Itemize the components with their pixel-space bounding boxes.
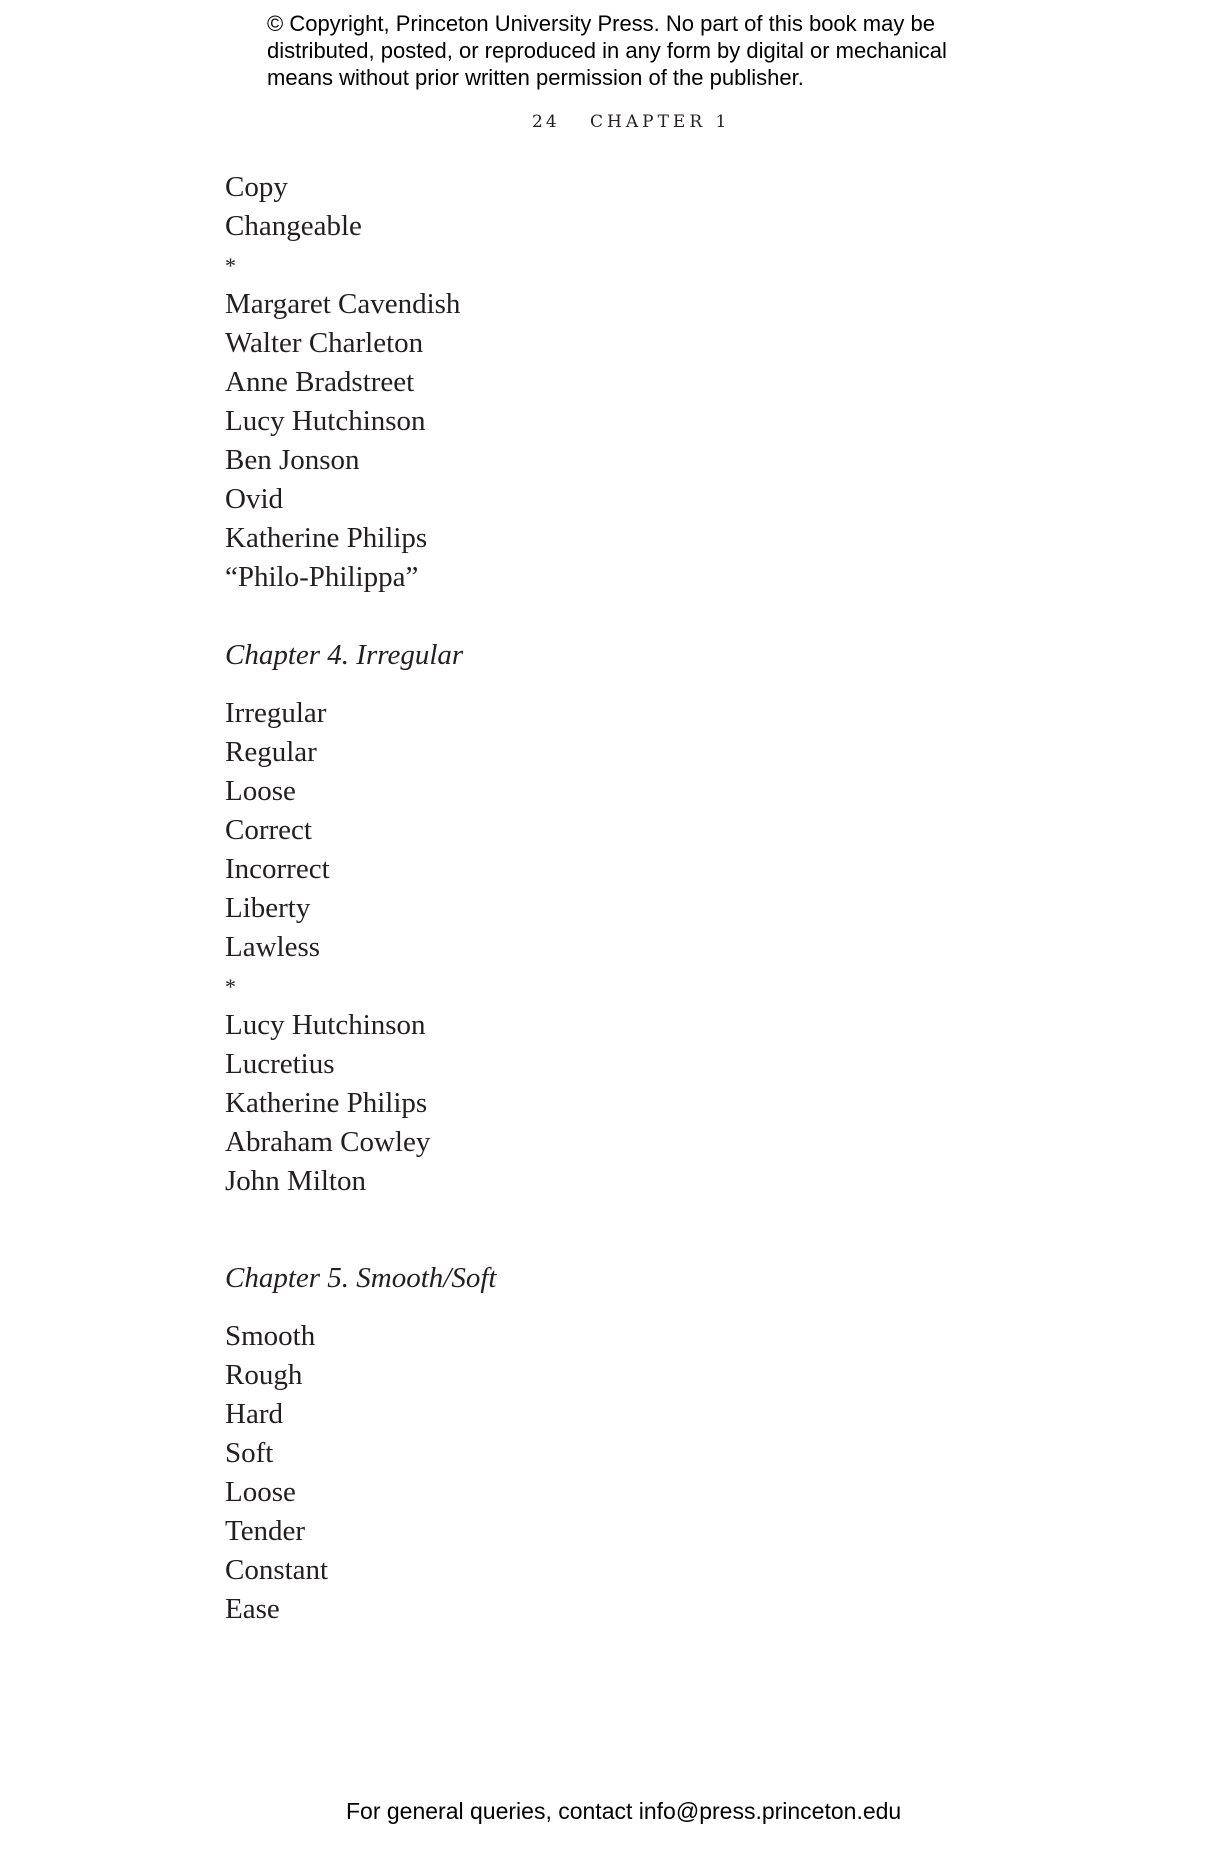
chapter-heading: Chapter 5. Smooth/Soft [225,1262,497,1294]
term-item: Rough [225,1359,303,1391]
term-item: Ease [225,1593,280,1625]
copyright-line: means without prior written permission of the publisher. [267,65,804,90]
footer-contact: For general queries, contact info@press.princeton.edu [346,1798,902,1824]
author-item: Margaret Cavendish [225,288,461,320]
term-item: Constant [225,1554,329,1586]
page-body [225,168,496,1629]
separator-asterisk: * [225,253,236,278]
author-item: Katherine Philips [225,522,428,554]
page-number: 24 [532,112,560,132]
author-item: Katherine Philips [225,1087,428,1119]
copyright-line: © Copyright, Princeton University Press. No part of this book may be [267,11,935,36]
author-item: Lucretius [225,1048,335,1080]
term-item: Regular [225,736,317,768]
term-item: Changeable [225,210,362,242]
author-item: “Philo-Philippa” [225,561,419,593]
term-item: Lawless [225,931,321,963]
copyright-line: distributed, posted, or reproduced in any form by digital or mechanical [267,38,947,63]
author-item: Abraham Cowley [225,1126,431,1158]
term-item: Soft [225,1437,274,1469]
term-item: Incorrect [225,853,330,885]
author-item: Lucy Hutchinson [225,405,426,437]
author-item: Walter Charleton [225,327,424,359]
term-item: Hard [225,1398,283,1430]
running-head [532,112,730,132]
term-item: Tender [225,1515,306,1547]
author-item: Ovid [225,483,283,515]
separator-asterisk: * [225,974,236,999]
term-item: Loose [225,775,296,807]
term-item: Correct [225,814,312,846]
term-item: Liberty [225,892,311,924]
term-item: Irregular [225,697,327,729]
term-item: Copy [225,171,288,203]
author-item: John Milton [225,1165,366,1197]
chapter-heading: Chapter 4. Irregular [225,639,464,671]
copyright-notice [267,10,1027,91]
chapter-label: CHAPTER 1 [590,112,731,132]
term-item: Loose [225,1476,296,1508]
author-item: Anne Bradstreet [225,366,415,398]
term-item: Smooth [225,1320,316,1352]
author-item: Ben Jonson [225,444,360,476]
author-item: Lucy Hutchinson [225,1009,426,1041]
